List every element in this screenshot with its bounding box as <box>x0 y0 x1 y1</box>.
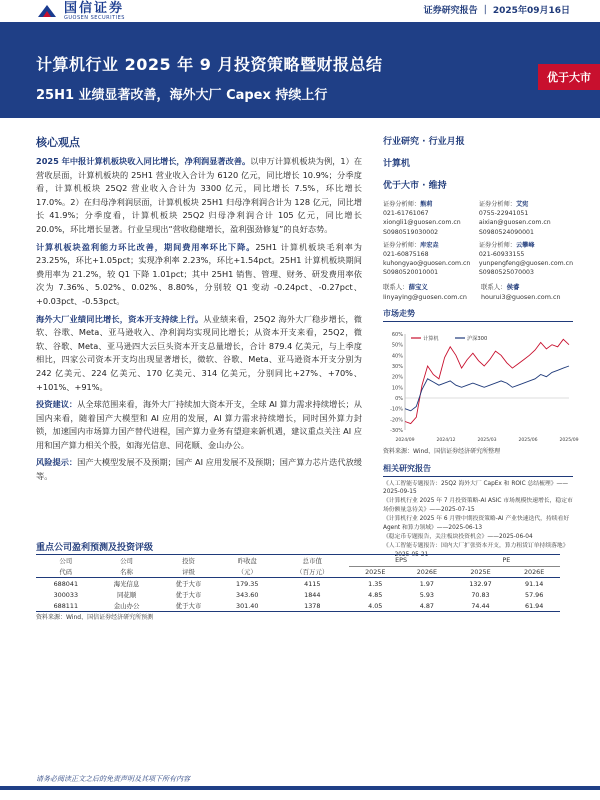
core-heading: 核心观点 <box>36 136 80 149</box>
cell-name: 金山办公 <box>96 600 158 612</box>
table-row <box>36 578 560 590</box>
report-title: 计算机行业 2025 年 9 月投资策略暨财报总结 <box>36 55 383 74</box>
th-rating-2: 评级 <box>158 566 220 578</box>
cell-pe-2025: 70.83 <box>471 590 490 599</box>
related-report-item[interactable]: 《人工智能专题报告：25Q2 海外大厂 CapEx 和 ROIC 总结梳理》——2025-09-15 <box>383 480 569 496</box>
x-tick-label: 2025/06 <box>518 437 538 443</box>
th-cap: 总市值 <box>275 555 349 567</box>
cell-code: 300033 <box>53 590 79 599</box>
market-trend-title: 市场走势 <box>383 308 573 322</box>
th-code: 公司 <box>36 555 96 567</box>
y-tick-label: 0% <box>395 395 403 402</box>
analyst-email[interactable]: aixian@guosen.com.cn <box>478 219 551 227</box>
y-tick-label: 20% <box>391 374 403 381</box>
paragraph-lead: 2025 年中报计算机板块收入同比增长，净利润显著改善。 <box>36 156 251 166</box>
cell-eps-2026: 1.97 <box>419 579 434 588</box>
cell-eps-2025: 4.85 <box>368 590 383 599</box>
th-eps-2026: 2026E <box>401 566 453 578</box>
x-tick-label: 2025/03 <box>477 437 497 443</box>
paragraph-body: 从全球范围来看，海外大厂持续加大资本开支，全球 AI 算力需求持续增长；从国内来看，随着国产大模型和 AI 应用的发展，AI 算力需求持续增长，同时国外算力封锁，加速国内市场算力国产替代进程，国产算力业务有望迎来新机遇，建议重点关注 AI 应用和国产算力相关个股，如海光信息、同花顺、金山办公。 <box>36 399 362 450</box>
series-line-csi300 <box>405 366 569 411</box>
y-tick-label: 40% <box>391 352 403 359</box>
analyst-cert: S0980524090001 <box>478 228 534 236</box>
x-tick-label: 2024/09 <box>395 437 415 443</box>
y-tick-label: 50% <box>391 342 403 349</box>
cell-eps-2026: 4.87 <box>401 600 453 612</box>
th-rating: 投资 <box>158 555 220 567</box>
paragraph-body: 国产大模型发展不及预期；国产 AI 应用发展不及预期；国产算力芯片迭代放缓等。 <box>36 457 362 482</box>
related-report-item[interactable]: 《稳定币专题报告，关注板块投资机会》——2025-06-04 <box>383 534 533 541</box>
related-report-item[interactable]: 《计算机行业 2025 年 6 月暨中期投资策略-AI 产业快速迭代，持续看好 Agent 和算力领域》——2025-06-13 <box>383 516 570 531</box>
analyst-role: 证券分析师： <box>383 241 421 249</box>
core-paragraph-2 <box>36 241 362 309</box>
analyst-phone: 021-60875168 <box>383 251 429 259</box>
related-reports-title: 相关研究报告 <box>383 463 573 477</box>
chart-source: 资料来源：Wind、国信证券经济研究所整理 <box>383 447 501 455</box>
paragraph-body: 25H1 计算机板块毛利率为 23.25%，环比+1.05pct；实现净利率 2.23%，环比+1.54pct。25H1 计算机板块期间费用率为 21.2%，较 Q1 下降 1.01pct；其中 25H1 销售、管理、财务、研发费用率依次为 7.36%、5.02%、0.02%、8.80%，分别较 Q1 变动 -0.24pct、-0.27pct、+0.03pct、-0.53pct。 <box>36 241 362 306</box>
th-name-2: 名称 <box>96 566 158 578</box>
y-tick-label: 10% <box>391 384 403 391</box>
footer-disclaimer: 请务必阅读正文之后的免责声明及其项下所有内容 <box>36 775 190 783</box>
related-report-item[interactable]: 《人工智能专题报告：国内大厂扩张资本开支，算力租赁订单持续落地》——2025-05-21 <box>383 543 569 558</box>
market-chart-svg <box>383 326 579 444</box>
analyst-email[interactable]: yunpengfeng@guosen.com.cn <box>478 260 573 268</box>
y-tick-label: -30% <box>390 427 403 434</box>
contact-email[interactable]: hourui3@guosen.com.cn <box>481 292 561 301</box>
analyst-list <box>383 200 573 282</box>
analyst-role: 证券分析师： <box>383 201 421 208</box>
analyst-role: 证券分析师： <box>478 201 516 208</box>
analyst-cert: S0980525070003 <box>478 269 534 277</box>
paragraph-body: 以申万计算机板块为例，1）在营收层面，计算机板块的 25H1 营业收入合计为 6120 亿元，同比增长 10.9%；分季度看，计算机板块 25Q2 营业收入合计为 3300 亿元，同比增长 7.5%，环比增长 17.0%。2）在归母净利润层面，计算机板块 25H1 归母净利润合计为 128 亿元，同比增长 41.9%；分季度看，计算机板块 25Q2 归母净利润合计 105 亿元，同比增长 20.0%，环比增长显著。行业呈现出“营收稳健增长，盈利强劲修复”的良好态势。 <box>36 156 363 234</box>
th-cap-2: （百万元） <box>275 566 349 578</box>
paragraph-lead: 计算机板块盈利能力环比改善，期间费用率环比下降。 <box>36 241 256 252</box>
table-row <box>36 600 560 612</box>
footer-bar <box>0 786 600 790</box>
analyst-name: 库宏垚 <box>420 241 439 249</box>
analyst-card <box>479 241 573 278</box>
th-price-2: （元） <box>219 566 275 578</box>
cell-name: 海光信息 <box>113 580 140 588</box>
analyst-card <box>479 200 573 237</box>
market-trend-chart <box>383 326 579 444</box>
logo-cn-text: 国信证券 <box>64 0 125 16</box>
legend-label: 计算机 <box>423 335 439 342</box>
sidebar-rating: 优于大市 · 维持 <box>383 181 447 191</box>
cell-name: 同花顺 <box>116 591 137 599</box>
th-pe: PE <box>453 555 560 567</box>
cell-cap: 1844 <box>304 590 321 599</box>
rating-tag: 优于大市 <box>538 64 600 90</box>
paragraph-lead: 投资建议： <box>36 399 78 410</box>
legend-label: 沪深300 <box>467 335 488 342</box>
analyst-email[interactable]: xiongli1@guosen.com.cn <box>383 219 461 227</box>
analyst-card <box>383 200 473 237</box>
analyst-card <box>383 241 473 278</box>
cell-pe-2026: 61.94 <box>508 600 560 612</box>
cell-cap: 1378 <box>275 600 349 612</box>
cell-rating: 优于大市 <box>175 591 202 599</box>
cell-price: 343.60 <box>236 590 259 599</box>
analyst-phone: 0755-22941051 <box>478 210 529 218</box>
y-tick-label: -10% <box>390 406 403 413</box>
paragraph-lead: 风险提示： <box>36 457 78 468</box>
th-price: 昨收盘 <box>219 555 275 567</box>
cell-rating: 优于大市 <box>175 580 202 588</box>
cell-price: 179.35 <box>236 579 259 588</box>
sidebar-category: 行业研究 · 行业月报 <box>383 137 465 147</box>
cell-pe-2026: 57.96 <box>525 590 544 599</box>
paragraph-body: 从业绩来看，25Q2 海外大厂稳步增长，微软、谷歌、Meta、亚马逊收入、净利润均实现同比增长；从资本开支来看，25Q2，微软、谷歌、Meta、亚马逊四大云巨头资本开支总量增长，合计 879.4 亿美元，与上季度相比，四家公司资本开支均出现显著增长，微软、谷歌、Meta、亚马逊资本开支分别为 242 亿美元、224 亿美元、170 亿美元、314 亿美元，分别同比+27%、+70%、+101%、+91%。 <box>36 313 362 392</box>
analyst-cert: S0980519030002 <box>383 228 439 236</box>
table-source: 资料来源：Wind、国信证券经济研究所预测 <box>36 614 154 621</box>
forecast-table <box>36 554 560 612</box>
cell-eps-2025: 4.05 <box>349 600 401 612</box>
x-tick-label: 2024/12 <box>436 437 456 443</box>
x-tick-label: 2025/09 <box>559 437 579 443</box>
sidebar-industry: 计算机 <box>383 159 411 169</box>
core-paragraph-5 <box>36 456 362 483</box>
cell-cap: 4115 <box>304 579 321 588</box>
title-banner <box>0 22 600 118</box>
report-type-date: 证券研究报告 ｜ 2025年09月16日 <box>423 6 570 16</box>
table-row <box>36 589 560 600</box>
related-reports-list <box>383 480 573 560</box>
sidebar <box>383 134 579 560</box>
cell-price: 301.40 <box>219 600 275 612</box>
analyst-name: 云攀峰 <box>515 241 535 249</box>
cell-code: 688111 <box>36 600 96 612</box>
cell-eps-2026: 5.93 <box>419 590 434 599</box>
logo-en-text: GUOSEN SECURITIES <box>64 14 125 21</box>
analyst-role: 证券分析师： <box>478 241 516 249</box>
cell-eps-2025: 1.35 <box>368 579 383 588</box>
core-content <box>36 155 362 488</box>
analyst-name: 艾宪 <box>515 201 529 208</box>
related-report-item[interactable]: 《计算机行业 2025 年 7 月投资策略-AI ASIC 市场规模快速增长，稳定市场份额量急待关》——2025-07-15 <box>383 498 573 513</box>
y-tick-label: 60% <box>391 331 403 338</box>
analyst-email[interactable]: kuhongyao@guosen.com.cn <box>383 260 471 268</box>
contact-email[interactable]: linyaying@guosen.com.cn <box>383 292 467 301</box>
analyst-name: 熊莉 <box>420 201 433 208</box>
company-logo <box>36 0 125 22</box>
cell-rating: 优于大市 <box>158 600 220 612</box>
analyst-cert: S0980520010001 <box>383 269 439 277</box>
cell-code: 688041 <box>53 579 79 588</box>
core-paragraph-3 <box>36 313 362 395</box>
contact-name: 薛宝义 <box>408 282 428 291</box>
cell-pe-2025: 132.97 <box>469 579 492 588</box>
series-line-computer <box>405 339 569 423</box>
th-code-2: 代码 <box>36 566 96 578</box>
th-eps: EPS <box>349 555 452 567</box>
contact-role: 联系人： <box>383 282 409 291</box>
th-pe-2026: 2026E <box>508 566 560 578</box>
th-pe-2025: 2025E <box>453 566 509 578</box>
contact-role: 联系人： <box>481 282 507 291</box>
forecast-table-title: 重点公司盈利预测及投资评级 <box>36 543 154 553</box>
report-subtitle: 25H1 业绩显著改善，海外大厂 Capex 持续上行 <box>36 88 328 103</box>
guosen-logo-icon <box>36 3 58 19</box>
core-paragraph-1 <box>36 155 362 237</box>
header-strip <box>0 0 600 22</box>
y-tick-label: -20% <box>390 416 403 423</box>
th-eps-2025: 2025E <box>349 566 401 578</box>
y-tick-label: 30% <box>391 363 403 370</box>
contact-name: 侯睿 <box>506 282 520 291</box>
cell-pe-2026: 91.14 <box>525 579 544 588</box>
cell-pe-2025: 74.44 <box>453 600 509 612</box>
th-name: 公司 <box>96 555 158 567</box>
analyst-phone: 021-60933155 <box>478 251 525 259</box>
analyst-phone: 021-61761067 <box>383 210 429 218</box>
contact-list <box>383 282 573 302</box>
core-paragraph-4 <box>36 398 362 452</box>
paragraph-lead: 海外大厂业绩同比增长，资本开支持续上行。 <box>36 313 204 324</box>
